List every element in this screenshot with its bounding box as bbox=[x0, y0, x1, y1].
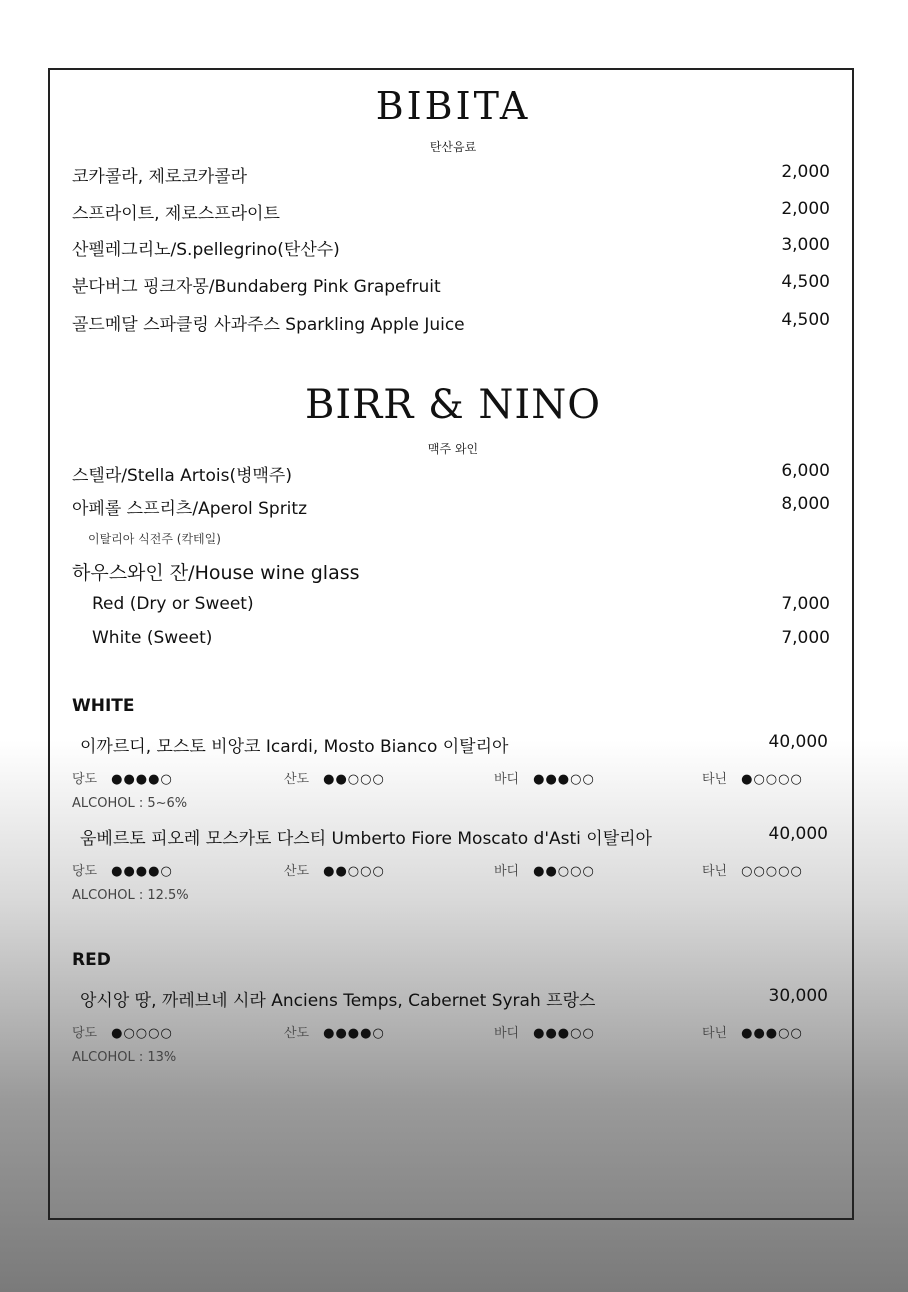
menu-item-name: 아페롤 스프리츠/Aperol Spritz bbox=[72, 499, 307, 519]
taste-dots: ●○○○○ bbox=[741, 772, 803, 787]
menu-item-name: 코카콜라, 제로코카콜라 bbox=[72, 167, 248, 187]
wine-alcohol: ALCOHOL : 12.5% bbox=[72, 888, 189, 903]
taste-sweetness bbox=[72, 1022, 173, 1041]
birr-subtitle: 맥주 와인 bbox=[427, 442, 479, 456]
taste-dots: ●○○○○ bbox=[111, 1026, 173, 1041]
bibita-subtitle: 탄산음료 bbox=[429, 140, 477, 154]
menu-item-price: 4,500 bbox=[781, 310, 830, 330]
taste-tannin bbox=[702, 860, 803, 879]
taste-body bbox=[494, 768, 595, 787]
taste-body bbox=[494, 860, 595, 879]
taste-dots: ●●●○○ bbox=[533, 1026, 595, 1041]
taste-dots: ●●●○○ bbox=[741, 1026, 803, 1041]
house-wine-heading: 하우스와인 잔/House wine glass bbox=[72, 562, 360, 584]
taste-label: 산도 bbox=[284, 864, 310, 879]
white-heading: WHITE bbox=[72, 696, 135, 716]
wine-price: 40,000 bbox=[768, 732, 828, 752]
menu-item-price: 3,000 bbox=[781, 235, 830, 255]
taste-acidity bbox=[284, 860, 385, 879]
wine-price: 40,000 bbox=[768, 824, 828, 844]
wine-alcohol: ALCOHOL : 5~6% bbox=[72, 796, 188, 811]
menu-item-name: 골드메달 스파클링 사과주스 Sparkling Apple Juice bbox=[72, 315, 465, 335]
taste-sweetness bbox=[72, 768, 173, 787]
house-wine-red-price: 7,000 bbox=[781, 594, 830, 614]
taste-label: 타닌 bbox=[702, 1026, 728, 1041]
menu-item-price: 4,500 bbox=[781, 272, 830, 292]
taste-label: 바디 bbox=[494, 1026, 520, 1041]
wine-price: 30,000 bbox=[768, 986, 828, 1006]
taste-acidity bbox=[284, 1022, 385, 1041]
menu-item-note: 이탈리아 식전주 (칵테일) bbox=[88, 532, 221, 546]
menu-item-name: 산펠레그리노/S.pellegrino(탄산수) bbox=[72, 240, 340, 260]
menu-item-price: 2,000 bbox=[781, 162, 830, 182]
red-heading: RED bbox=[72, 950, 111, 970]
taste-label: 산도 bbox=[284, 1026, 310, 1041]
house-wine-red: Red (Dry or Sweet) bbox=[92, 594, 254, 614]
taste-dots: ●●●●○ bbox=[111, 864, 173, 879]
birr-title: BIRR & NINO bbox=[304, 382, 602, 428]
taste-label: 바디 bbox=[494, 772, 520, 787]
menu-item-name: 분다버그 핑크자몽/Bundaberg Pink Grapefruit bbox=[72, 277, 441, 297]
taste-label: 당도 bbox=[72, 772, 98, 787]
taste-label: 당도 bbox=[72, 864, 98, 879]
taste-tannin bbox=[702, 1022, 803, 1041]
menu-frame bbox=[48, 68, 854, 1220]
wine-name: 앙시앙 땅, 까레브네 시라 Anciens Temps, Cabernet Syrah 프랑스 bbox=[80, 991, 596, 1011]
house-wine-white: White (Sweet) bbox=[92, 628, 213, 648]
taste-body bbox=[494, 1022, 595, 1041]
taste-label: 당도 bbox=[72, 1026, 98, 1041]
bibita-title: BIBITA bbox=[375, 84, 531, 128]
menu-item-price: 8,000 bbox=[781, 494, 830, 514]
wine-name: 이까르디, 모스토 비앙코 Icardi, Mosto Bianco 이탈리아 bbox=[80, 737, 509, 757]
taste-dots: ●●○○○ bbox=[323, 864, 385, 879]
menu-item-name: 스프라이트, 제로스프라이트 bbox=[72, 204, 280, 224]
menu-item-price: 2,000 bbox=[781, 199, 830, 219]
house-wine-white-price: 7,000 bbox=[781, 628, 830, 648]
taste-sweetness bbox=[72, 860, 173, 879]
taste-label: 타닌 bbox=[702, 864, 728, 879]
taste-dots: ●●●●○ bbox=[111, 772, 173, 787]
menu-item-price: 6,000 bbox=[781, 461, 830, 481]
taste-label: 바디 bbox=[494, 864, 520, 879]
wine-name: 움베르토 피오레 모스카토 다스티 Umberto Fiore Moscato d'Asti 이탈리아 bbox=[80, 829, 652, 849]
menu-item-name: 스텔라/Stella Artois(병맥주) bbox=[72, 466, 292, 486]
taste-dots: ●●●●○ bbox=[323, 1026, 385, 1041]
taste-dots: ●●○○○ bbox=[533, 864, 595, 879]
taste-acidity bbox=[284, 768, 385, 787]
taste-dots: ●●●○○ bbox=[533, 772, 595, 787]
taste-dots: ●●○○○ bbox=[323, 772, 385, 787]
taste-label: 산도 bbox=[284, 772, 310, 787]
taste-tannin bbox=[702, 768, 803, 787]
taste-label: 타닌 bbox=[702, 772, 728, 787]
wine-alcohol: ALCOHOL : 13% bbox=[72, 1050, 177, 1065]
taste-dots: ○○○○○ bbox=[741, 864, 803, 879]
